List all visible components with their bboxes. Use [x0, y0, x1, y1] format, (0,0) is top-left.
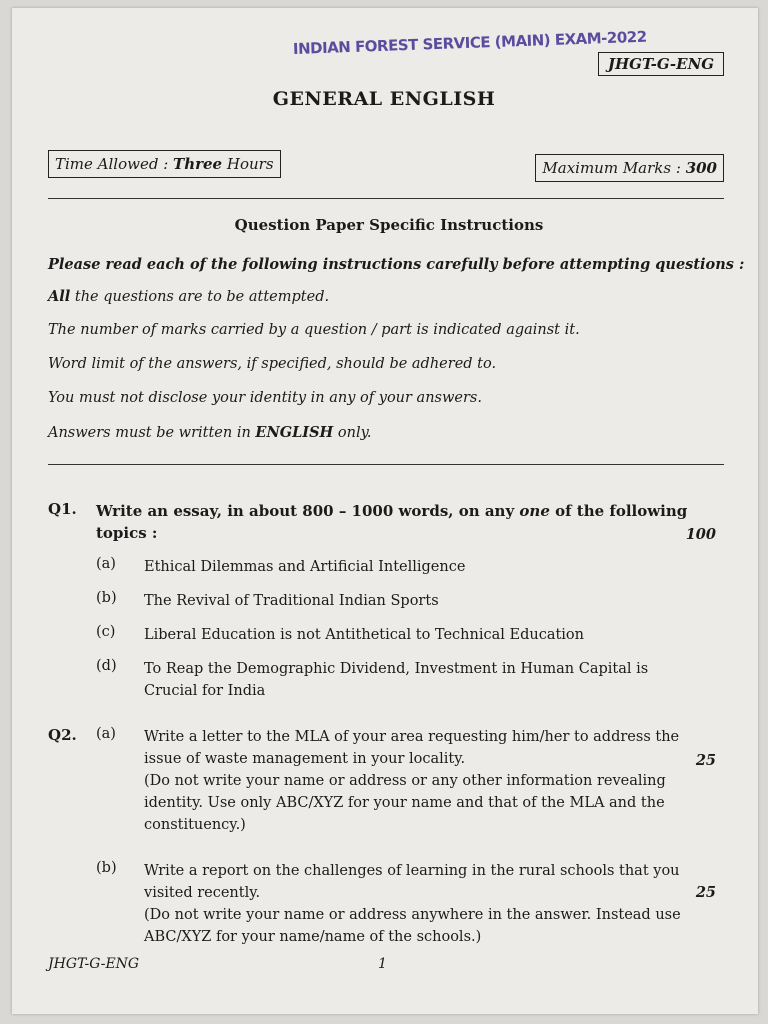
exam-stamp: INDIAN FOREST SERVICE (MAIN) EXAM-2022 — [292, 27, 647, 58]
time-allowed-box — [48, 150, 281, 178]
q1-marks: 100 — [685, 526, 716, 543]
q1-option-d-label: (d) — [96, 658, 117, 674]
instruction-2: The number of marks carried by a question / part is indicated against it. — [48, 322, 580, 338]
instruction-5 — [48, 424, 371, 441]
instruction-5-pre: Answers must be written in — [48, 425, 256, 441]
page-title: GENERAL ENGLISH — [272, 88, 496, 110]
q1-option-a-text: Ethical Dilemmas and Artificial Intelligence — [144, 559, 466, 575]
instruction-3: Word limit of the answers, if specified, should be adhered to. — [48, 356, 497, 372]
q1-text — [96, 500, 696, 544]
time-label: Time Allowed : — [55, 155, 174, 173]
q1-option-c-label: (c) — [96, 624, 116, 640]
header-divider — [48, 198, 724, 199]
q1-number: Q1. — [48, 500, 77, 518]
time-value: Three — [173, 155, 223, 173]
q2-b-marks: 25 — [695, 884, 716, 901]
q2-a-content — [144, 726, 689, 836]
q2-b-label: (b) — [96, 860, 117, 876]
q2-b-text: Write a report on the challenges of learning in the rural schools that you visited recently. — [144, 863, 680, 901]
instruction-1-rest: the questions are to be attempted. — [70, 289, 330, 305]
q2-b-note: (Do not write your name or address anywhere in the answer. Instead use ABC/XYZ for your name/name of the schools.) — [144, 907, 681, 945]
instruction-1-bold: All — [48, 288, 71, 305]
q1-option-c-text: Liberal Education is not Antithetical to Technical Education — [144, 627, 584, 643]
q1-text-line2: topics : — [96, 524, 158, 542]
q2-number: Q2. — [48, 726, 77, 744]
paper-code-box: JHGT-G-ENG — [598, 52, 724, 76]
instruction-4: You must not disclose your identity in any of your answers. — [48, 390, 482, 406]
instruction-1 — [48, 288, 329, 305]
footer-page-number: 1 — [378, 956, 387, 972]
marks-label: Maximum Marks : — [542, 159, 686, 177]
q1-option-d-text: To Reap the Demographic Dividend, Investment in Human Capital is Crucial for India — [144, 661, 649, 699]
q2-a-marks: 25 — [695, 752, 716, 769]
q2-b-content — [144, 860, 689, 948]
instruction-5-bold: ENGLISH — [255, 424, 334, 441]
q2-a-note: (Do not write your name or address or any other information revealing identity. Use only ABC/XYZ for your name and that of the MLA and the constituency.) — [144, 773, 666, 833]
q2-a-text: Write a letter to the MLA of your area requesting him/her to address the issue of waste management in your locality. — [144, 729, 680, 767]
time-unit: Hours — [222, 155, 274, 173]
q1-option-a-label: (a) — [96, 556, 116, 572]
q2-a-label: (a) — [96, 726, 116, 742]
footer-paper-code: JHGT-G-ENG — [48, 956, 140, 972]
q1-text-pre: Write an essay, in about 800 – 1000 words, on any — [96, 502, 520, 520]
instructions-lead: Please read each of the following instructions carefully before attempting questions : — [48, 256, 745, 273]
instruction-5-post: only. — [333, 425, 372, 441]
q1-option-b-label: (b) — [96, 590, 117, 606]
maximum-marks-box — [535, 154, 724, 182]
q1-option-b-text: The Revival of Traditional Indian Sports — [144, 593, 439, 609]
q1-text-post: of the following — [549, 502, 688, 520]
instructions-heading: Question Paper Specific Instructions — [234, 216, 544, 234]
q1-text-line1 — [96, 500, 696, 522]
marks-value: 300 — [685, 159, 717, 177]
q1-text-em: one — [519, 502, 550, 520]
instructions-divider — [48, 464, 724, 465]
